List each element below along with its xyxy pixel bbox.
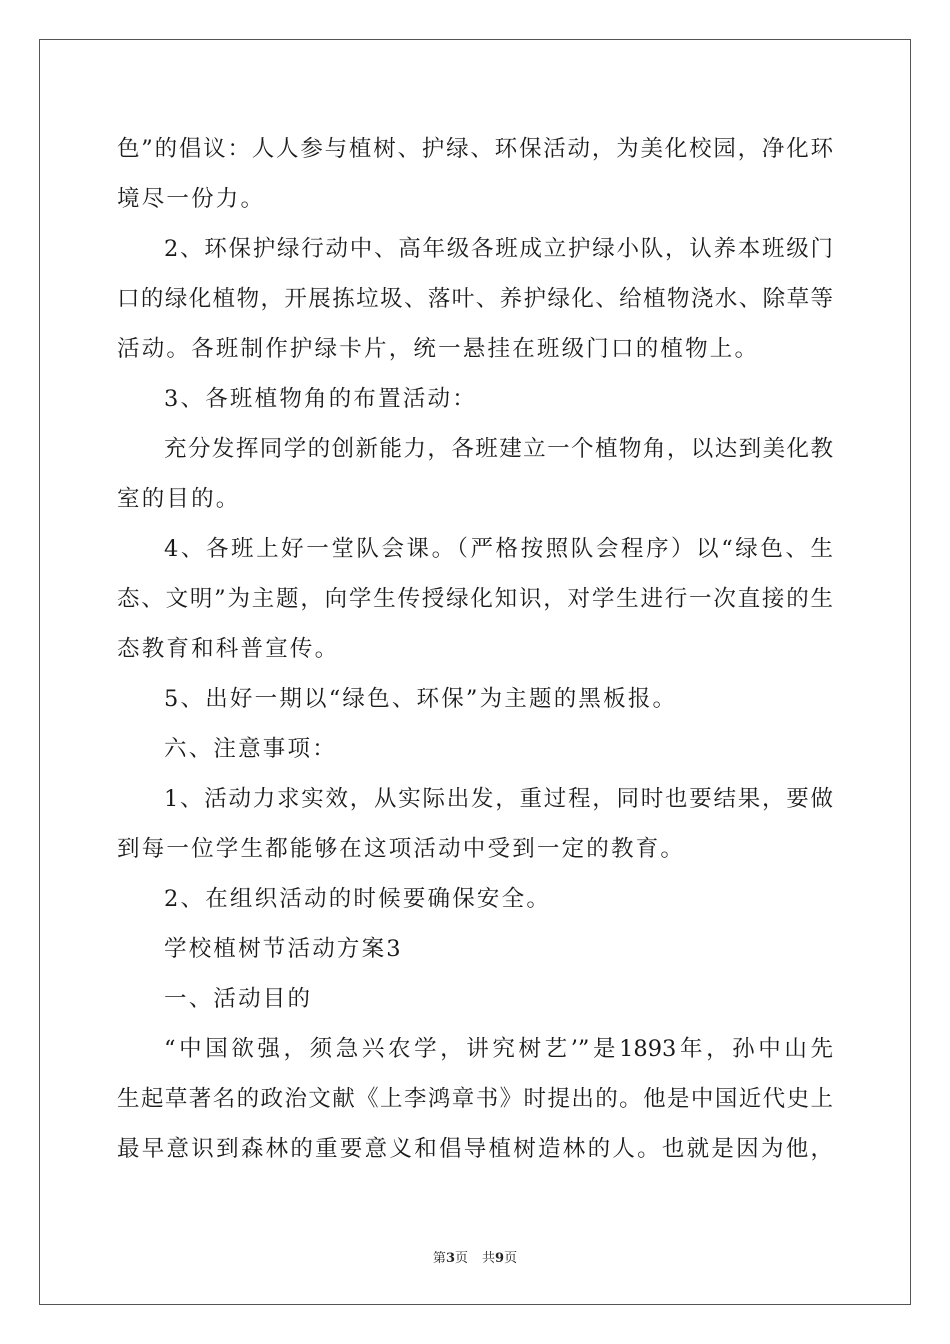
text-line-12: 5、出好一期以“绿色、环保”为主题的黑板报。 — [164, 686, 678, 712]
footer-total-prefix: 共 — [482, 1251, 496, 1266]
footer-total-unit: 页 — [504, 1251, 518, 1266]
text-line-7: 充分发挥同学的创新能力，各班建立一个植物角，以达到美化教 — [164, 436, 833, 462]
text-line-14: 1、活动力求实效，从实际出发，重过程，同时也要结果，要做 — [164, 786, 833, 812]
footer-page-prefix: 第 — [432, 1251, 446, 1266]
text-line-20: 生起草著名的政治文献《上李鸿章书》时提出的。他是中国近代史上 — [117, 1086, 833, 1112]
text-line-1: 色”的倡议：人人参与植树、护绿、环保活动，为美化校园，净化环 — [117, 136, 833, 162]
text-line-6: 3、各班植物角的布置活动： — [164, 386, 477, 412]
text-line-16: 2、在组织活动的时候要确保安全。 — [164, 886, 552, 912]
section-heading-notes: 六、注意事项： — [164, 736, 337, 762]
footer-page-current: 3 — [445, 1251, 455, 1266]
text-line-15: 到每一位学生都能够在这项活动中受到一定的教育。 — [117, 836, 686, 862]
footer-page-total: 9 — [495, 1251, 505, 1266]
section-heading-purpose: 一、活动目的 — [164, 986, 313, 1012]
footer-page-unit: 页 — [454, 1251, 468, 1266]
text-line-2: 境尽一份力。 — [117, 186, 266, 212]
document-body — [117, 124, 833, 1174]
text-line-21: 最早意识到森林的重要意义和倡导植树造林的人。也就是因为他， — [117, 1136, 833, 1162]
text-line-11: 态教育和科普宣传。 — [117, 636, 340, 662]
text-line-3: 2、环保护绿行动中、高年级各班成立护绿小队，认养本班级门 — [164, 236, 833, 262]
text-line-9: 4、各班上好一堂队会课。（严格按照队会程序）以“绿色、生 — [164, 536, 833, 562]
text-line-4: 口的绿化植物，开展拣垃圾、落叶、养护绿化、给植物浇水、除草等 — [117, 286, 833, 312]
text-line-8: 室的目的。 — [117, 486, 241, 512]
plan-title: 学校植树节活动方案3 — [164, 936, 403, 962]
text-line-10: 态、文明”为主题，向学生传授绿化知识，对学生进行一次直接的生 — [117, 586, 833, 612]
text-line-19: “中国欲强，须急兴农学，讲究树艺’”是1893年，孙中山先 — [164, 1036, 833, 1062]
page-footer — [0, 1250, 950, 1268]
text-line-5: 活动。各班制作护绿卡片，统一悬挂在班级门口的植物上。 — [117, 336, 760, 362]
